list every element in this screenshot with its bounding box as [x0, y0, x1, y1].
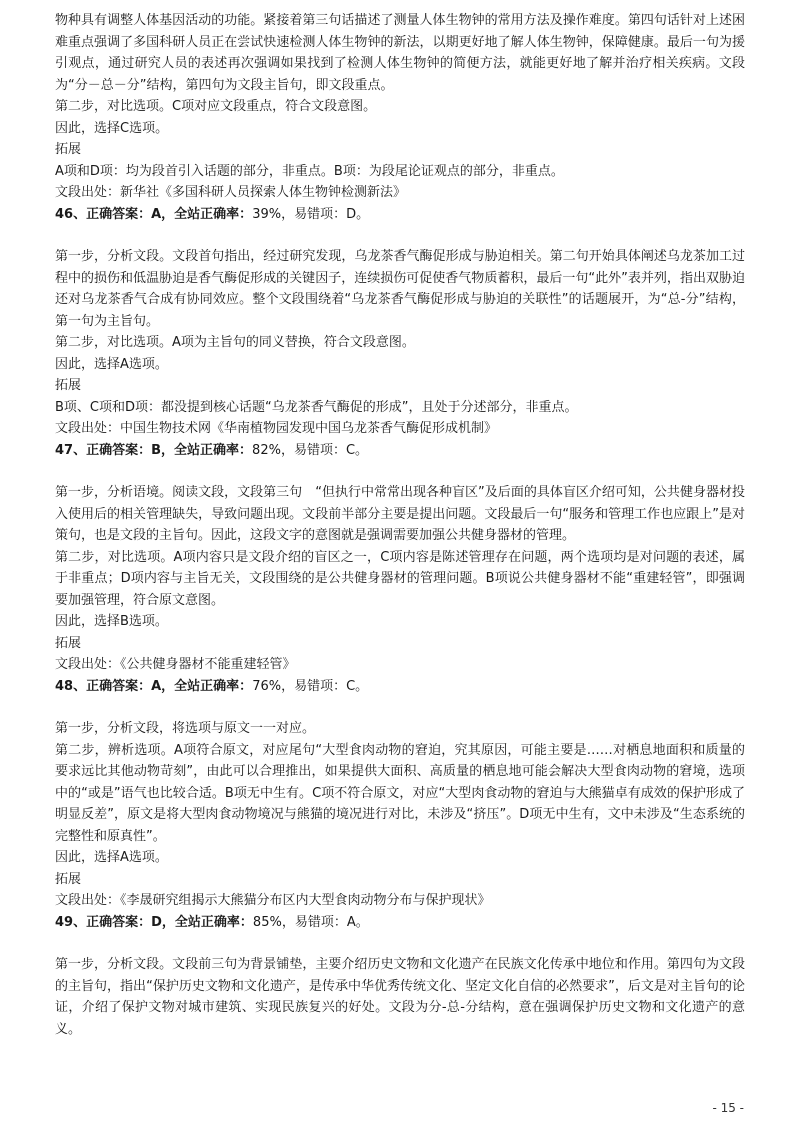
paragraph: A项和D项：均为段首引入话题的部分，非重点。B项：为段尾论证观点的部分，非重点。 [55, 163, 564, 179]
paragraph: 第二步，对比选项。A项为主旨句的同义替换，符合文段意图。 [55, 335, 415, 350]
answer-label: 47、正确答案： [55, 442, 152, 458]
extension-heading: 拓展 [55, 635, 82, 651]
paragraph: 第二步，辨析选项。A项符合原文，对应尾句“大型食肉动物的窘迫，究其原因，可能主要是……对栖息地面积和质量的要求远比其他动物苛刻”，由此可以合理推出，如果提供大面积、高质量的栖息地可能会解决大型食肉动物的窘境，选项中的“或是”语气也比较合适。B项无中生有。C项不符合原文，对应“大型肉食动物的窘迫与大熊猫卓有成效的保护形成了明显反差”，原文是将大型肉食动物境况与熊猫的境况进行对比，未涉及“挤压”。D项无中生有，文中未涉及“生态系统的完整性和原真性”。 [55, 742, 745, 844]
source-line: 文段出处：新华社《多国科研人员探索人体生物钟检测新法》 [55, 185, 407, 200]
accuracy-rate: 82% [252, 442, 281, 458]
answer-choice: D [151, 914, 162, 930]
paragraph: 因此，选择A选项。 [55, 356, 168, 372]
wrong-option: 易错项：C。 [293, 442, 369, 458]
explanation-block-45 [55, 10, 745, 225]
answer-choice: B [151, 442, 162, 458]
page-number: - 15 - [712, 1101, 744, 1115]
answer-choice: A [151, 678, 162, 694]
explanation-block-49 [55, 954, 745, 1040]
source-line: 文段出处：中国生物技术网《华南植物园发现中国乌龙茶香气酶促形成机制》 [55, 421, 498, 436]
answer-line-48: 48、正确答案：A，全站正确率：76%，易错项：C。 [55, 678, 369, 694]
wrong-option: 易错项：C。 [294, 678, 369, 694]
answer-label: 48、正确答案： [55, 678, 152, 694]
answer-label: 46、正确答案： [55, 206, 152, 222]
paragraph: 因此，选择C选项。 [55, 120, 169, 136]
paragraph: 因此，选择A选项。 [55, 850, 168, 865]
paragraph: B项、C项和D项：都没提到核心话题“乌龙茶香气酶促的形成”，且处于分述部分，非重点。 [55, 399, 578, 415]
paragraph: 物种具有调整人体基因活动的功能。紧接着第三句话描述了测量人体生物钟的常用方法及操作难度。第四句话针对上述困难重点强调了多国科研人员正在尝试快速检测人体生物钟的新法，以期更好地了解人体生物钟，保障健康。最后一句为援引观点，通过研究人员的表述再次强调如果找到了检测人体生物钟的简便方法，就能更好地了解并治疗相关疾病。文段为“分－总－分”结构，第四句为文段主旨句，即文段重点。 [55, 13, 745, 93]
accuracy-rate: 76% [252, 678, 282, 694]
paragraph: 第一步，分析文段。文段首句指出，经过研究发现，乌龙茶香气酶促形成与胁迫相关。第二句开始具体阐述乌龙茶加工过程中的损伤和低温胁迫是香气酶促形成的关键因子，连续损伤可促使香气物质蓄积，最后一句“此外”表并列，指出双胁迫还对乌龙茶香气合成有协同效应。整个文段围绕着“乌龙茶香气酶促形成与胁迫的关联性”的话题展开，为“总-分”结构，第一句为主旨句。 [55, 249, 745, 329]
paragraph: 第一步，分析文段，将选项与原文一一对应。 [55, 721, 316, 736]
answer-line-47: 47、正确答案：B，全站正确率：82%，易错项：C。 [55, 442, 369, 458]
answer-line-49: 49、正确答案：D，全站正确率：85%，易错项：A。 [55, 914, 369, 930]
accuracy-label: 全站正确率： [174, 678, 253, 694]
accuracy-label: 全站正确率： [174, 442, 253, 458]
paragraph: 第二步，对比选项。C项对应文段重点，符合文段意图。 [55, 99, 377, 114]
wrong-option: 易错项：A。 [294, 914, 369, 930]
source-line: 文段出处：《李晟研究组揭示大熊猫分布区内大型食肉动物分布与保护现状》 [55, 893, 491, 908]
answer-line-46: 46、正确答案：A，全站正确率：39%，易错项：D。 [55, 206, 370, 222]
paragraph: 第一步，分析语境。阅读文段，文段第三句 “但执行中常常出现各种盲区”及后面的具体盲区介绍可知，公共健身器材投入使用后的相关管理缺失，导致问题出现。文段前半部分主要是提出问题。文段最后一句“服务和管理工作也应跟上”是对策句，也是文段的主旨句。因此，这段文字的意图就是强调需要加强公共健身器材的管理。 [55, 485, 745, 543]
page-content [55, 10, 745, 1040]
answer-choice: A [151, 206, 162, 222]
paragraph: 第一步，分析文段。文段前三句为背景铺垫，主要介绍历史文物和文化遗产在民族文化传承中地位和作用。第四句为文段的主旨句，指出“保护历史文物和文化遗产，是传承中华优秀传统文化、坚定文化自信的必然要求”，后文是对主旨句的论证，介绍了保护文物对城市建筑、实现民族复兴的好处。文段为分-总-分结构，意在强调保护历史文物和文化遗产的意义。 [55, 957, 745, 1037]
extension-heading: 拓展 [55, 378, 82, 393]
extension-heading: 拓展 [55, 142, 82, 157]
explanation-block-46 [55, 246, 745, 461]
source-line: 文段出处：《公共健身器材不能重建轻管》 [55, 657, 296, 672]
accuracy-label: 全站正确率： [174, 206, 253, 222]
extension-heading: 拓展 [55, 871, 82, 887]
accuracy-label: 全站正确率： [174, 914, 253, 930]
wrong-option: 易错项：D。 [294, 206, 370, 222]
paragraph: 第二步，对比选项。A项内容只是文段介绍的盲区之一，C项内容是陈述管理存在问题，两个选项均是对问题的表述，属于非重点；D项内容与主旨无关，文段围绕的是公共健身器材的管理问题。B项说公共健身器材不能“重建轻管”，即强调要加强管理，符合原文意图。 [55, 549, 745, 608]
explanation-block-48 [55, 718, 745, 933]
paragraph: 因此，选择B选项。 [55, 614, 168, 629]
answer-label: 49、正确答案： [55, 914, 152, 930]
accuracy-rate: 85% [252, 914, 282, 930]
explanation-block-47 [55, 482, 745, 697]
accuracy-rate: 39% [252, 206, 282, 222]
